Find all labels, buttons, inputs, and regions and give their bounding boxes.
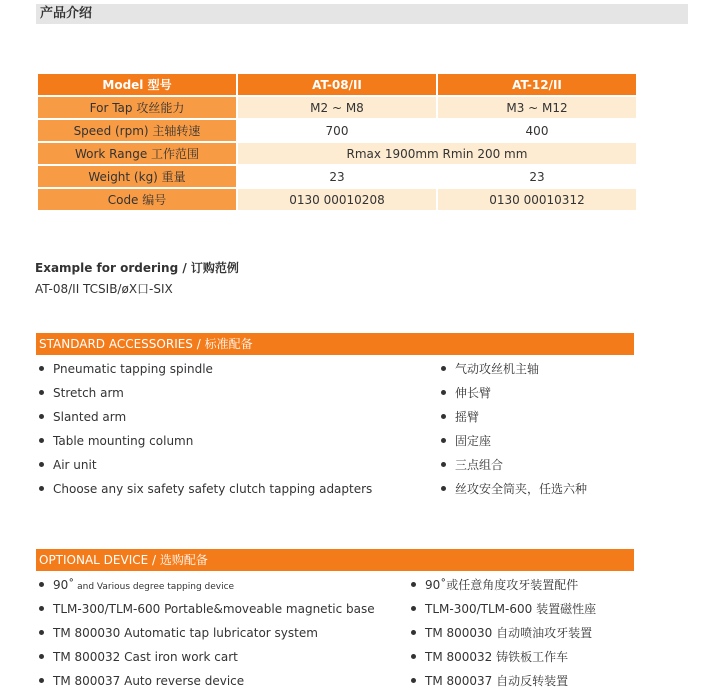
spec-row-label: Code 编号 bbox=[38, 189, 236, 210]
header-bar bbox=[36, 4, 688, 24]
list-item-text: 固定座 bbox=[455, 434, 492, 448]
list-item-text: TM 800030 自动喷油攻牙装置 bbox=[425, 626, 593, 640]
bullet-icon bbox=[441, 462, 446, 467]
list-item bbox=[438, 385, 678, 409]
example-title: Example for ordering / 订购范例 bbox=[35, 261, 239, 275]
bullet-icon bbox=[411, 606, 416, 611]
list-item-text: TLM-300/TLM-600 装置磁性座 bbox=[425, 602, 597, 616]
spec-cell: 23 bbox=[438, 166, 636, 187]
list-item bbox=[408, 673, 688, 697]
bullet-icon bbox=[39, 462, 44, 467]
bullet-icon bbox=[441, 414, 446, 419]
list-item-text: TM 800037 自动反转装置 bbox=[425, 674, 569, 688]
bullet-icon bbox=[441, 366, 446, 371]
list-item-text: TM 800030 Automatic tap lubricator system bbox=[53, 626, 318, 640]
bullet-icon bbox=[411, 678, 416, 683]
bullet-icon bbox=[411, 654, 416, 659]
bullet-icon bbox=[411, 582, 416, 587]
list-item bbox=[438, 457, 678, 481]
spec-header-model: Model 型号 bbox=[38, 74, 236, 95]
spec-row bbox=[38, 189, 636, 210]
list-item bbox=[36, 481, 416, 505]
bullet-icon bbox=[441, 390, 446, 395]
list-item bbox=[36, 601, 406, 625]
list-item-text: 伸长臂 bbox=[455, 386, 492, 400]
spec-row bbox=[38, 97, 636, 118]
list-item bbox=[36, 649, 406, 673]
spec-cell: M2 ~ M8 bbox=[238, 97, 436, 118]
bullet-icon bbox=[39, 630, 44, 635]
spec-cell: 0130 00010312 bbox=[438, 189, 636, 210]
optional-device-list-en bbox=[36, 577, 406, 697]
bullet-icon bbox=[39, 486, 44, 491]
bullet-icon bbox=[441, 438, 446, 443]
bullet-icon bbox=[39, 606, 44, 611]
list-item-text: Choose any six safety safety clutch tapping adapters bbox=[53, 482, 373, 496]
standard-accessories-list-en bbox=[36, 361, 416, 505]
spec-row-label: For Tap 攻丝能力 bbox=[38, 97, 236, 118]
list-item bbox=[438, 481, 678, 505]
bullet-icon bbox=[411, 630, 416, 635]
list-item bbox=[408, 649, 688, 673]
list-item-text: Table mounting column bbox=[53, 434, 194, 448]
list-item bbox=[36, 385, 416, 409]
bullet-icon bbox=[39, 582, 44, 587]
bullet-icon bbox=[39, 678, 44, 683]
bullet-icon bbox=[39, 654, 44, 659]
list-item-text: Stretch arm bbox=[53, 386, 124, 400]
bullet-icon bbox=[441, 486, 446, 491]
list-item-text: TM 800032 铸铁板工作车 bbox=[425, 650, 569, 664]
list-item bbox=[36, 457, 416, 481]
optional-device-title: OPTIONAL DEVICE / 选购配备 bbox=[36, 549, 634, 571]
spec-row-label: Weight (kg) 重量 bbox=[38, 166, 236, 187]
spec-row bbox=[38, 120, 636, 141]
spec-row-label: Work Range 工作范围 bbox=[38, 143, 236, 164]
list-item-text: TM 800032 Cast iron work cart bbox=[53, 650, 238, 664]
list-item bbox=[36, 673, 406, 697]
list-item-text: 丝攻安全筒夹，任选六种 bbox=[455, 482, 588, 496]
list-item-text: 气动攻丝机主轴 bbox=[455, 362, 540, 376]
list-item bbox=[36, 433, 416, 457]
spec-row bbox=[38, 143, 636, 164]
list-item-text: 摇臂 bbox=[455, 410, 480, 424]
bullet-icon bbox=[39, 390, 44, 395]
standard-accessories-title: STANDARD ACCESSORIES / 标准配备 bbox=[36, 333, 634, 355]
spec-header-at08: AT-08/II bbox=[238, 74, 436, 95]
list-item bbox=[408, 625, 688, 649]
list-item bbox=[438, 433, 678, 457]
list-item bbox=[408, 601, 688, 625]
spec-cell-merged: Rmax 1900mm Rmin 200 mm bbox=[238, 143, 636, 164]
spec-cell: 0130 00010208 bbox=[238, 189, 436, 210]
bullet-icon bbox=[39, 414, 44, 419]
optional-device-list-zh bbox=[408, 577, 688, 697]
spec-cell: 23 bbox=[238, 166, 436, 187]
list-item bbox=[36, 577, 406, 601]
list-item-text: Air unit bbox=[53, 458, 97, 472]
list-item-text: Slanted arm bbox=[53, 410, 127, 424]
list-item bbox=[408, 577, 688, 601]
spec-table bbox=[36, 72, 638, 212]
spec-row bbox=[38, 166, 636, 187]
list-item-text: 90˚ bbox=[53, 578, 75, 592]
list-item bbox=[36, 409, 416, 433]
list-item-note: and Various degree tapping device bbox=[74, 582, 235, 592]
spec-cell: 400 bbox=[438, 120, 636, 141]
list-item bbox=[36, 361, 416, 385]
standard-accessories-list-zh bbox=[438, 361, 678, 505]
spec-cell: M3 ~ M12 bbox=[438, 97, 636, 118]
list-item bbox=[36, 625, 406, 649]
list-item-text: 90˚或任意角度攻牙装置配件 bbox=[425, 578, 579, 592]
bullet-icon bbox=[39, 438, 44, 443]
list-item bbox=[438, 409, 678, 433]
example-code: AT-08/II TCSIB/øX口-SIX bbox=[35, 282, 173, 296]
list-item-text: TLM-300/TLM-600 Portable&moveable magnetic base bbox=[53, 602, 375, 616]
spec-row-label: Speed (rpm) 主轴转速 bbox=[38, 120, 236, 141]
spec-header-row bbox=[38, 74, 636, 95]
list-item-text: Pneumatic tapping spindle bbox=[53, 362, 213, 376]
list-item-text: 三点组合 bbox=[455, 458, 504, 472]
spec-cell: 700 bbox=[238, 120, 436, 141]
list-item bbox=[438, 361, 678, 385]
spec-header-at12: AT-12/II bbox=[438, 74, 636, 95]
list-item-text: TM 800037 Auto reverse device bbox=[53, 674, 245, 688]
bullet-icon bbox=[39, 366, 44, 371]
page-title: 产品介绍 bbox=[40, 6, 93, 21]
